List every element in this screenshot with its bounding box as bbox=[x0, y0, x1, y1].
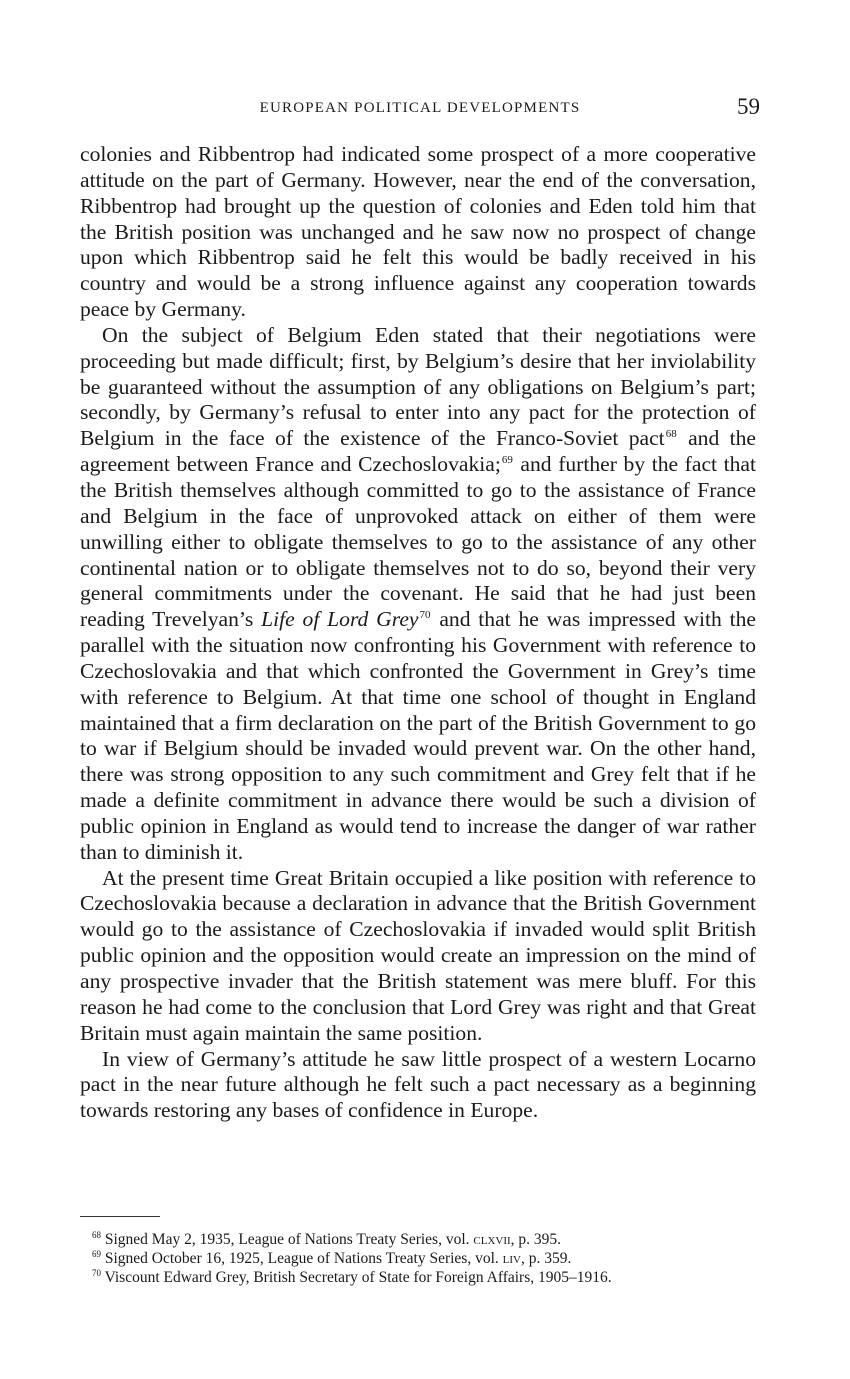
paragraph-2-part-a: On the subject of Belgium Eden stated that their negotiations were proceeding but made difficult; first, by Belgium’s desire that her inviolability be guaranteed without the assumption of any obligations on Belgium’s part; secondly, by Germany’s refusal to enter into any pact for the protection of Belgium in the face of the existence of the Franco-Soviet pact bbox=[80, 322, 756, 451]
page-number: 59 bbox=[737, 94, 760, 119]
footnote-68 bbox=[80, 1230, 756, 1249]
footnote-mark: 70 bbox=[92, 1267, 101, 1278]
footnote-ref-70: 70 bbox=[419, 609, 431, 621]
running-head bbox=[80, 96, 760, 124]
book-title: Life of Lord Grey bbox=[261, 607, 419, 632]
footnote-ref-69: 69 bbox=[501, 453, 513, 466]
footnote-volume: liv bbox=[502, 1250, 521, 1267]
footnote-text: Signed October 16, 1925, League of Nations Treaty Series, vol. bbox=[104, 1250, 503, 1267]
footnote-text-end: , p. 359. bbox=[520, 1250, 572, 1267]
footnote-text: Signed May 2, 1935, League of Nations Treaty Series, vol. bbox=[104, 1231, 474, 1248]
paragraph-2 bbox=[80, 323, 756, 866]
paragraph-2-part-c: and further by the fact that the British themselves although committed to go to the assistance of France and Belgium in the face of unprovoked attack on either of them were unwilling either to obligate themselves to go to the assistance of any other continental nation or to obligate themselves not to do so, beyond their very general commitments under the covenant. He said that he had just been reading Trevelyan’s bbox=[80, 452, 756, 632]
paragraph-3: At the present time Great Britain occupied a like position with reference to Czechoslovakia because a declaration in advance that the British Government would go to the assistance of Czechoslovakia if invaded would split British public opinion and the opposition would create an impression on the mind of any prospective invader that the British statement was mere bluff. For this reason he had come to the conclusion that Lord Grey was right and that Great Britain must again maintain the same position. bbox=[80, 865, 756, 1045]
footnote-divider bbox=[80, 1216, 160, 1217]
footnotes bbox=[80, 1230, 756, 1287]
body-text bbox=[80, 142, 756, 1124]
footnote-mark: 68 bbox=[92, 1229, 101, 1240]
footnote-text: Viscount Edward Grey, British Secretary of State for Foreign Affairs, 1905–1916. bbox=[104, 1269, 612, 1286]
footnote-text-end: , p. 395. bbox=[510, 1231, 562, 1248]
paragraph-4: In view of Germany’s attitude he saw little prospect of a western Locarno pact in the near future although he felt such a pact necessary as a beginning towards restoring any bases of confidence in Europe. bbox=[80, 1046, 756, 1123]
footnote-ref-68: 68 bbox=[665, 428, 677, 441]
paragraph-2-part-b: and the agreement between France and Czechoslovakia; bbox=[80, 426, 757, 477]
footnote-volume: clxvii bbox=[473, 1231, 511, 1248]
footnote-70 bbox=[80, 1268, 756, 1287]
running-title: EUROPEAN POLITICAL DEVELOPMENTS bbox=[259, 100, 581, 116]
paragraph-2-part-d: and that he was impressed with the parallel with the situation now confronting his Government with reference to Czechoslovakia and that which confronted the Government in Grey’s time with reference to Belgium. At that time one school of thought in England maintained that a firm declaration on the part of the British Government to go to war if Belgium should be invaded would prevent war. On the other hand, there was strong opposition to any such commitment and Grey felt that if he made a definite commitment in advance there would be such a division of public opinion in England as would tend to increase the danger of war rather than to diminish it. bbox=[80, 607, 756, 864]
footnote-69 bbox=[80, 1249, 756, 1268]
paragraph-1: colonies and Ribbentrop had indicated some prospect of a more cooperative attitude on the part of Germany. However, near the end of the conversation, Ribbentrop had brought up the question of colonies and Eden told him that the British position was unchanged and he saw now no prospect of change upon which Ribbentrop said he felt this would be badly received in his country and would be a strong influence against any cooperation towards peace by Germany. bbox=[80, 142, 756, 322]
footnote-mark: 69 bbox=[92, 1248, 101, 1259]
